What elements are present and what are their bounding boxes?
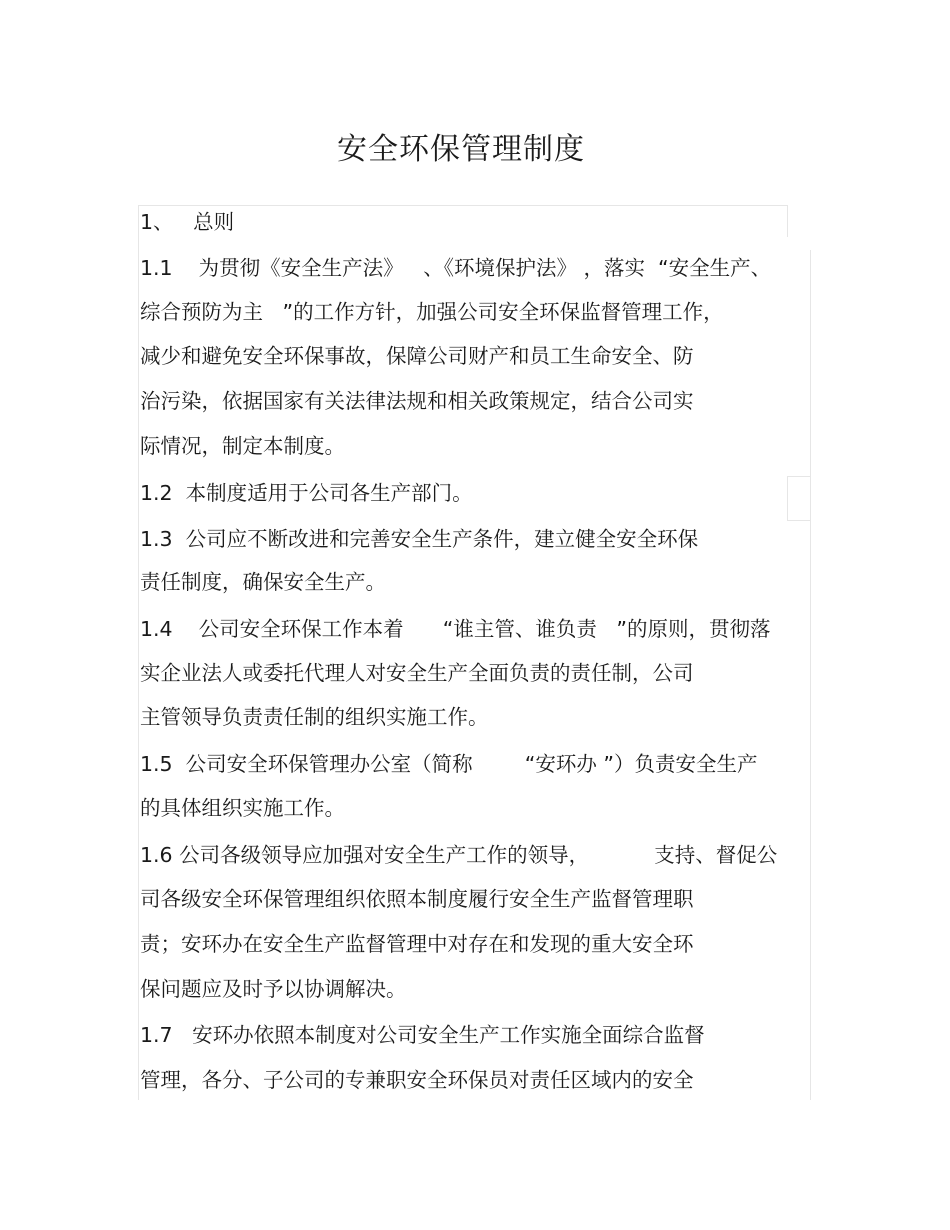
paragraph-line: 1.5 公司安全环保管理办公室（简称 “安环办 ”）负责安全生产 bbox=[140, 752, 758, 776]
paragraph-line: 责；安环办在安全生产监督管理中对存在和发现的重大安全环 bbox=[140, 932, 694, 956]
paragraph-line: 保问题应及时予以协调解决。 bbox=[140, 977, 407, 1001]
paragraph-line: 综合预防为主 ”的工作方针，加强公司安全环保监督管理工作， bbox=[140, 300, 724, 324]
frame-notch-left bbox=[787, 476, 788, 521]
paragraph-line: 1.7 安环办依照本制度对公司安全生产工作实施全面综合监督 bbox=[140, 1023, 705, 1047]
paragraph-line: 际情况，制定本制度。 bbox=[140, 434, 345, 458]
frame-notch-top bbox=[787, 476, 810, 477]
frame-right-line bbox=[810, 250, 811, 1100]
paragraph-line: 1.2 本制度适用于公司各生产部门。 bbox=[140, 481, 473, 505]
frame-notch-bottom bbox=[787, 520, 810, 521]
frame-top-line bbox=[138, 205, 788, 206]
paragraph-line: 责任制度，确保安全生产。 bbox=[140, 570, 386, 594]
paragraph-line: 实企业法人或委托代理人对安全生产全面负责的责任制，公司 bbox=[140, 661, 694, 685]
paragraph-line: 治污染，依据国家有关法律法规和相关政策规定，结合公司实 bbox=[140, 389, 694, 413]
paragraph-line: 管理，各分、子公司的专兼职安全环保员对责任区域内的安全 bbox=[140, 1068, 694, 1092]
section-heading: 1、 总则 bbox=[140, 210, 235, 234]
paragraph-line: 主管领导负责责任制的组织实施工作。 bbox=[140, 705, 489, 729]
paragraph-line: 1.1 为贯彻《安全生产法》 、《环境保护法》 ，落实 “安全生产、 bbox=[140, 256, 772, 280]
paragraph-line: 1.6 公司各级领导应加强对安全生产工作的领导， 支持、督促公 bbox=[140, 843, 778, 867]
paragraph-line: 的具体组织实施工作。 bbox=[140, 796, 345, 820]
paragraph-line: 减少和避免安全环保事故，保障公司财产和员工生命安全、防 bbox=[140, 344, 694, 368]
paragraph-line: 1.4 公司安全环保工作本着 “谁主管、谁负责 ”的原则，贯彻落 bbox=[140, 617, 771, 641]
paragraph-line: 1.3 公司应不断改进和完善安全生产条件，建立健全安全环保 bbox=[140, 527, 699, 551]
paragraph-line: 司各级安全环保管理组织依照本制度履行安全生产监督管理职 bbox=[140, 887, 694, 911]
document-title: 安全环保管理制度 bbox=[337, 132, 585, 167]
frame-left-line bbox=[138, 205, 139, 1100]
frame-right-line-upper bbox=[787, 205, 788, 237]
